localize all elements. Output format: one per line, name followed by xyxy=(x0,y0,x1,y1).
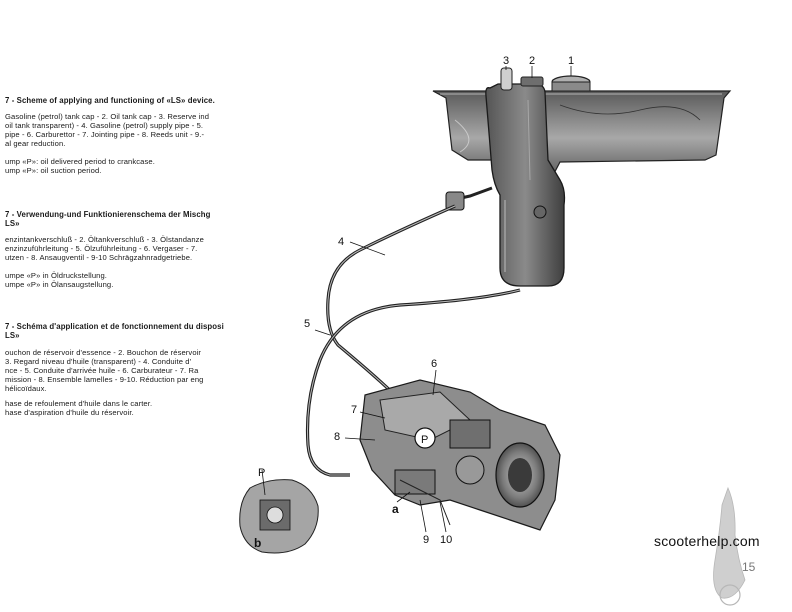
callout-p-inset: P xyxy=(258,467,266,479)
english-line: al gear reduction. xyxy=(5,139,66,148)
english-heading: 7 - Scheme of applying and functioning of «LS» device. xyxy=(5,96,215,105)
german-line: enzinzuführleitung - 5. Ölzuführleitung - 6. Vergaser - 7. xyxy=(5,244,198,253)
french-line: hélicoïdaux. xyxy=(5,384,47,393)
french-line: ouchon de réservoir d'essence - 2. Bouchon de réservoir xyxy=(5,348,202,357)
callout-a: a xyxy=(392,502,399,516)
fuel-tank xyxy=(433,91,730,185)
callout-2: 2 xyxy=(529,55,536,67)
french-line: 3. Regard niveau d'huile (transparent) - 4. Conduite d' xyxy=(5,357,192,366)
engine-assembly xyxy=(360,380,560,530)
callout-b: b xyxy=(254,536,262,550)
english-line: pipe - 6. Carburettor - 7. Jointing pipe - 8. Reeds unit - 9.- xyxy=(5,130,205,139)
fuel-tank-cap xyxy=(552,76,590,91)
english-pump-line: ump «P»: oil suction period. xyxy=(5,166,102,175)
page-number: 15 xyxy=(742,560,756,574)
german-pump-line: umpe «P» in Ölansaugstellung. xyxy=(5,280,114,289)
callout-p-engine: P xyxy=(421,434,429,446)
french-heading: 7 - Schéma d'application et de fonctionnement du disposi xyxy=(5,322,224,331)
german-line: utzen - 8. Ansaugventil - 9-10 Schrägzahnradgetriebe. xyxy=(5,253,193,262)
callout-4: 4 xyxy=(338,236,345,248)
french-pump-line: hase de refoulement d'huile dans le carter. xyxy=(5,399,153,408)
german-pump-line: umpe «P» in Öldruckstellung. xyxy=(5,271,107,280)
german-heading: LS» xyxy=(5,219,20,228)
french-line: nce - 5. Conduite d'arrivée huile - 6. Carburateur - 7. Ra xyxy=(5,366,199,375)
callout-7: 7 xyxy=(351,404,358,416)
german-line: enzintankverschluß - 2. Öltankverschluß - 3. Ölstandanze xyxy=(5,235,204,244)
reserve-indicator xyxy=(501,68,512,90)
callout-10: 10 xyxy=(440,534,453,546)
french-heading: LS» xyxy=(5,331,20,340)
callout-8: 8 xyxy=(334,431,341,443)
french-line: mission - 8. Ensemble lamelles - 9-10. Réduction par eng xyxy=(5,375,204,384)
callout-9: 9 xyxy=(423,534,430,546)
english-line: oil tank transparent) - 4. Gasoline (petrol) supply pipe - 5. xyxy=(5,121,204,130)
english-line: Gasoline (petrol) tank cap - 2. Oil tank cap - 3. Reserve ind xyxy=(5,112,210,121)
french-pump-line: hase d'aspiration d'huile du réservoir. xyxy=(5,408,134,417)
watermark-text: scooterhelp.com xyxy=(654,533,760,549)
english-pump-line: ump «P»: oil delivered period to crankcase. xyxy=(5,157,155,166)
german-heading: 7 - Verwendung-und Funktionierenschema der Mischg xyxy=(5,210,211,219)
oil-tank-cap xyxy=(521,77,543,86)
inset-detail-b xyxy=(240,470,319,553)
callout-6: 6 xyxy=(431,358,438,370)
callout-1: 1 xyxy=(568,55,575,67)
callout-5: 5 xyxy=(304,318,311,330)
callout-3: 3 xyxy=(503,55,510,67)
